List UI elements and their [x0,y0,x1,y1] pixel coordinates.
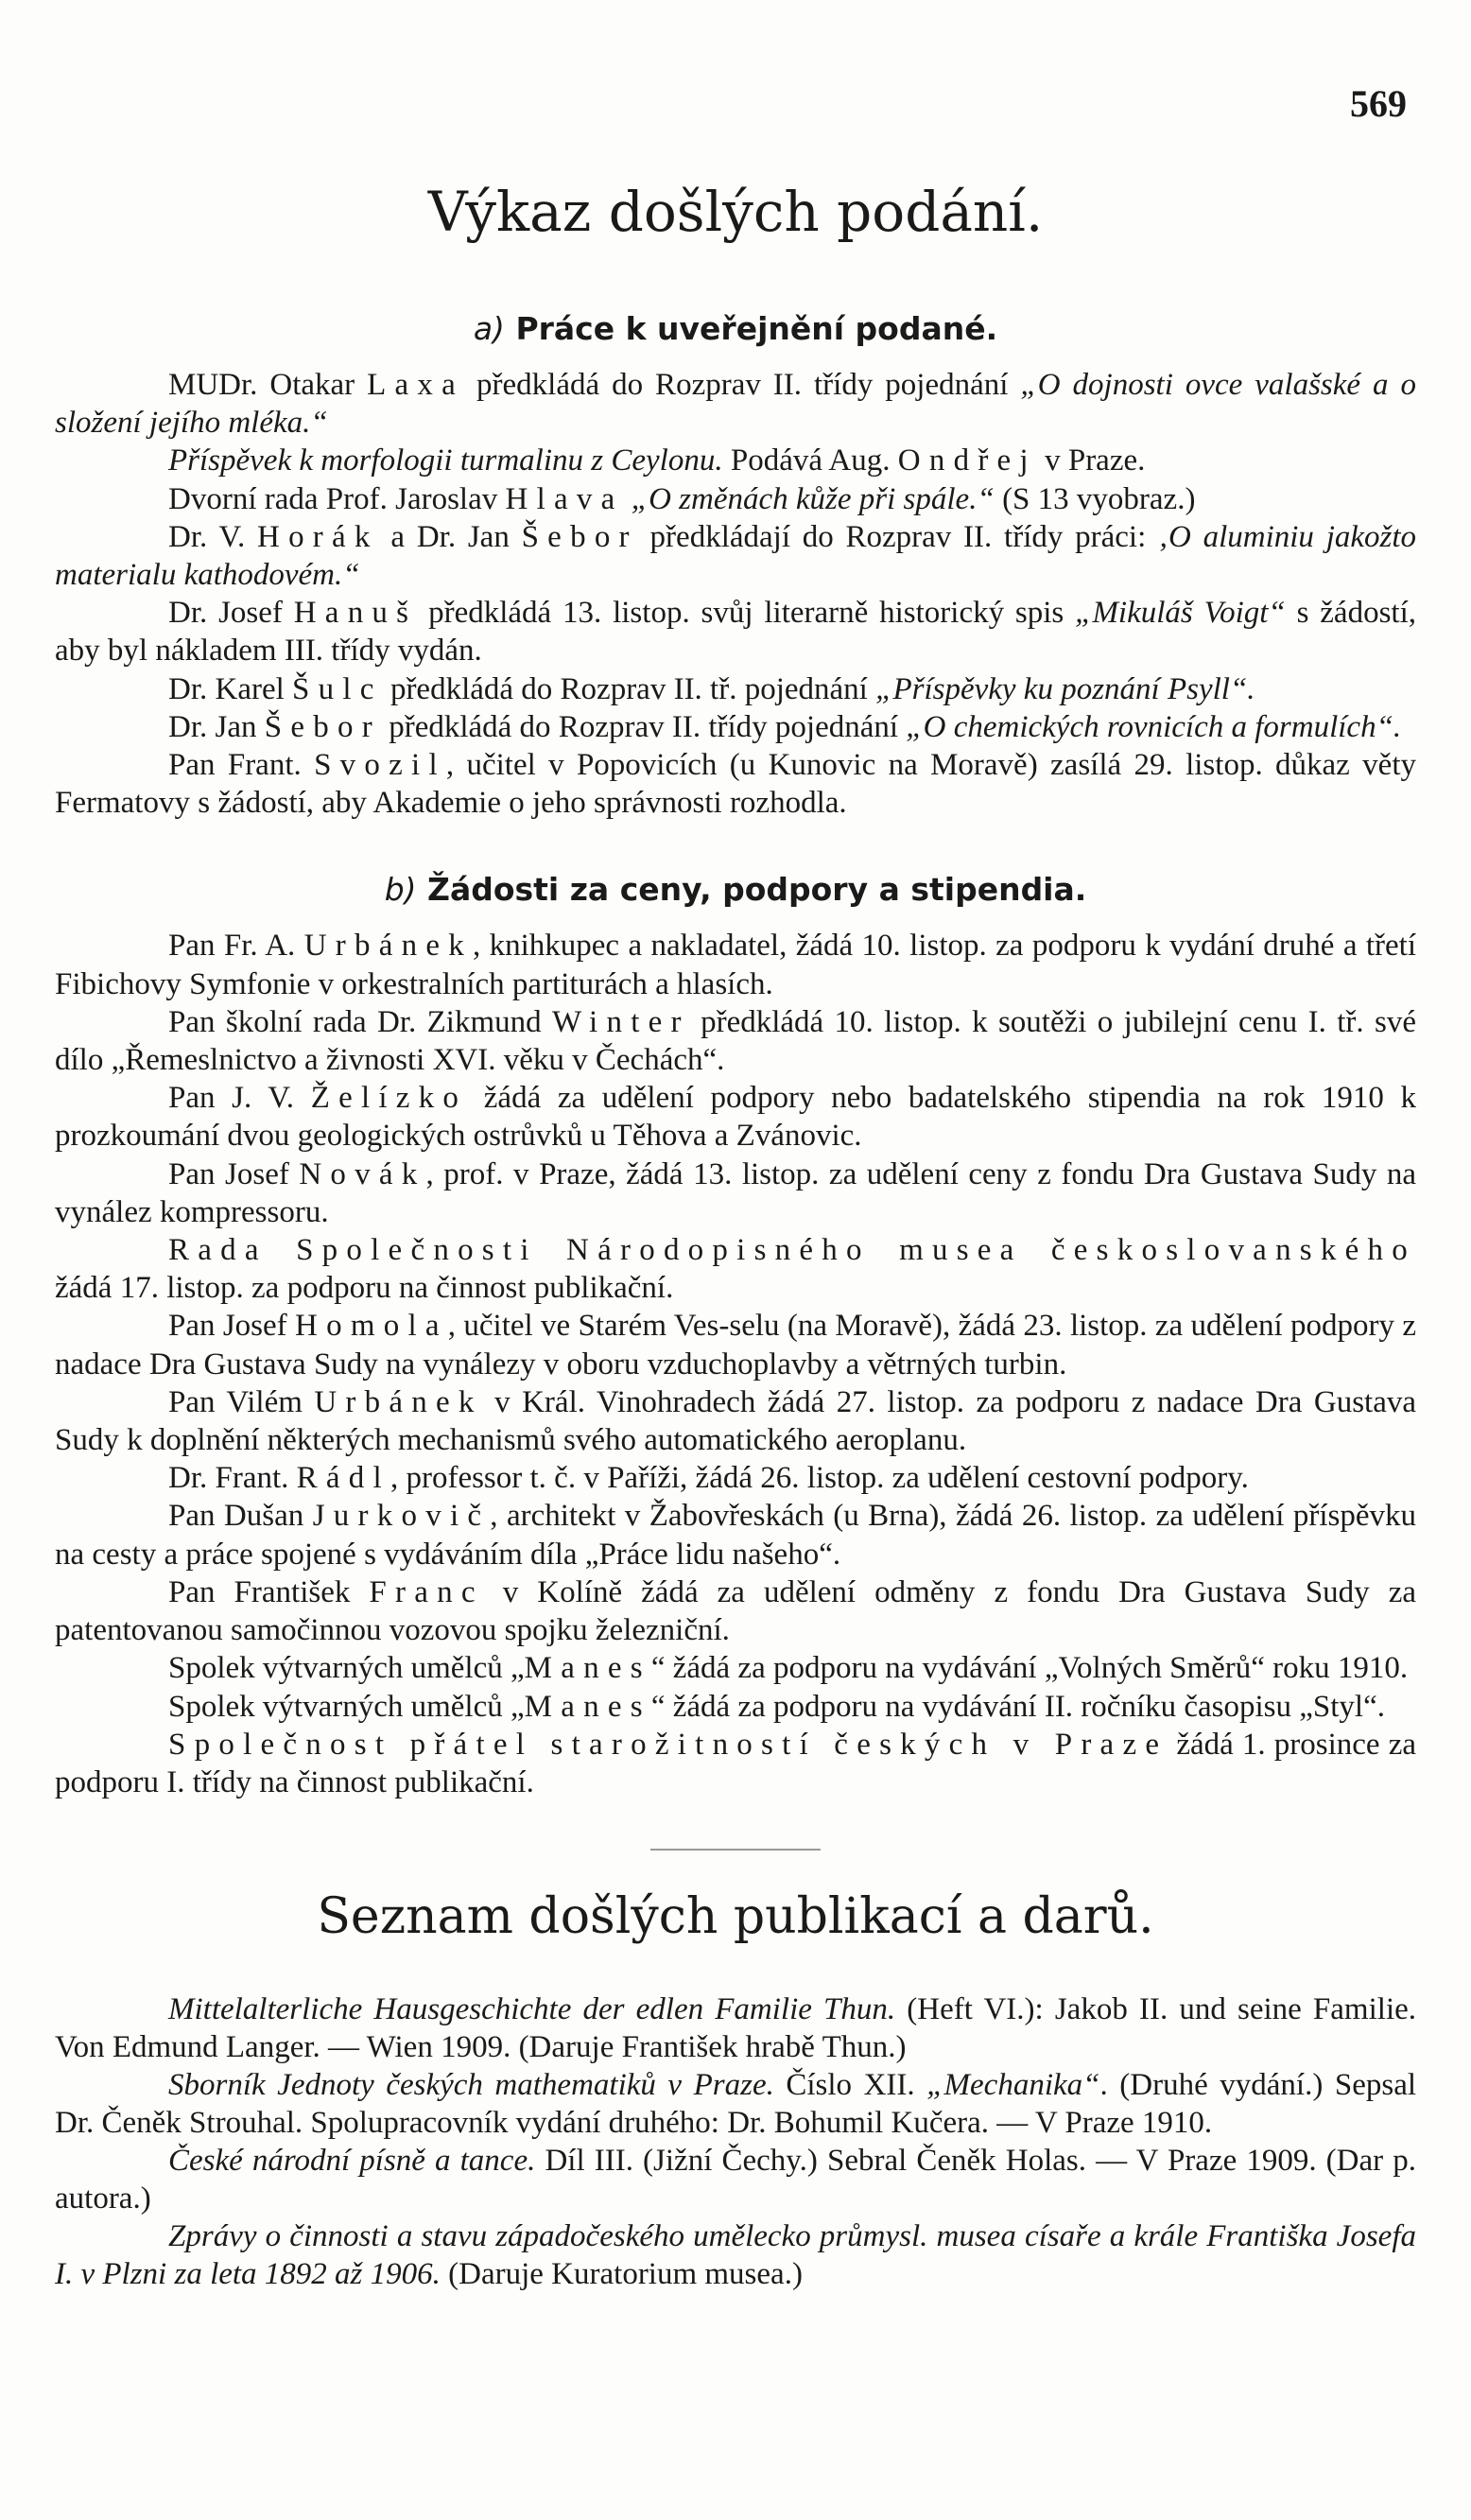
text-run: Dvorní rada Prof. Jaroslav [168,481,506,516]
text-run: , knihkupec a nakladatel, žádá 10. listop. za podporu k vydání druhé a třetí Fibichovy Symfonie v orkestralních partiturách a hlasích. [55,929,1416,1001]
text-run: Podává Aug. [722,443,898,478]
publication-item [55,2217,1416,2293]
text-run: , professor t. č. v Paříži, žádá 26. listop. za udělení cestovní podpory. [389,1461,1249,1496]
text-run: “ žádá za podporu na vydávání „Volných Směrů“ roku 1910. [650,1651,1409,1686]
text-run: . (Druhé vydání.) Sepsal Dr. Čeněk Strouhal. Spolupracovník vydání druhého: Dr. Bohumil Kučera. — V Praze 1910. [55,2068,1417,2141]
text-run: předkládá 13. listop. svůj literarně historický spis [417,596,1076,631]
text-run: , učitel v Popovicích (u Kunovic na Moravě) zasílá 29. listop. důkaz věty Fermatovy s žádostí, aby Akademie o jeho správnosti rozhodla. [55,748,1416,821]
spaced-name: Manes [524,1651,651,1686]
spaced-name: Horák [257,519,379,554]
italic-title: „Mechanika“ [926,2068,1100,2103]
entry-paragraph [55,442,1416,479]
page-title: Výkaz došlých podání. [427,180,1044,244]
text-run: předkládá do Rozprav II. třídy pojednání [464,368,1021,402]
text-run: Dr. Josef [168,596,294,631]
spaced-name: Jurkovič [312,1499,491,1534]
entry-paragraph [55,1156,1416,1231]
section-b-entries [55,927,1416,1801]
text-run: v Král. Vinohradech žádá 27. listop. za podporu z nadace Dra Gustava Sudy k doplnění některých mechanismů svého automatického aeroplanu. [55,1384,1416,1458]
entry-paragraph [55,708,1416,746]
text-run: Pan Josef [168,1156,300,1191]
publications-title: Seznam došlých publikací a darů. [317,1888,1154,1946]
spaced-name: Hlava [505,481,624,516]
italic-title: Příspěvek k morfologii turmalinu z Ceylonu. [168,443,723,478]
text-run: Díl III. (Jižní Čechy.) Sebral Čeněk Holas. — V Praze 1909. (Dar p. autora.) [55,2144,1416,2216]
text-run: Pan školní rada Dr. Zikmund [168,1004,552,1039]
italic-title: „O dojnosti ovce valašské a o složení jejího mléka.“ [55,368,1416,441]
spaced-name: Rádl [296,1461,390,1496]
text-run: předkládá do Rozprav II. tř. pojednání [382,671,876,706]
section-divider [650,1849,821,1851]
text-run: Pan Frant. [168,748,315,783]
entry-paragraph [55,1003,1416,1079]
text-run: a Dr. Jan [378,519,522,554]
section-b-heading [55,871,1416,908]
text-run: “ žádá za podporu na vydávání II. ročníku časopisu „Styl“. [650,1689,1385,1724]
spaced-name: Urbánek [303,929,473,964]
text-run: Pan Josef [168,1309,296,1344]
text-run: Pan Vilém [168,1384,315,1419]
italic-title: Sborník Jednoty českých mathematiků v Praze. [168,2068,774,2103]
spaced-name: Winter [551,1004,690,1039]
spaced-name: Svozil [314,748,446,783]
spaced-name: Hanuš [293,596,418,631]
publication-item [55,2142,1416,2217]
spaced-name: Laxa [367,368,465,402]
text-run: s žádostí, aby byl nákladem III. třídy vydán. [55,596,1416,669]
entry-paragraph [55,518,1416,594]
page-content [55,180,1416,2293]
text-run: MUDr. Otakar [168,368,368,402]
spaced-name: Franc [369,1574,484,1609]
text-run: (Daruje Kuratorium musea.) [440,2257,803,2292]
italic-title: „O chemických rovnicích a formulích“. [906,709,1402,744]
spaced-name: Želízko [310,1081,468,1116]
entry-paragraph [55,1383,1416,1459]
spaced-name: Homola [295,1309,448,1344]
italic-title: „Příspěvky ku poznání Psyll“. [875,671,1255,706]
text-run: Dr. Frant. [168,1461,297,1496]
text-run [624,482,632,516]
entry-paragraph [55,746,1416,822]
spaced-name: Šebor [264,709,381,744]
text-run: Pan Dušan [168,1499,313,1534]
section-a-entries [55,366,1416,822]
text-run: , architekt v Žabovřeskách (u Brna), žádá 26. listop. za udělení příspěvku na cesty a práce spojené s vydáváním díla „Práce lidu našeho“. [55,1499,1416,1572]
text-run: Dr. Karel [168,671,293,706]
entry-paragraph [55,1649,1416,1687]
spaced-name: Šebor [521,519,638,554]
text-run: v Kolíně žádá za udělení odměny z fondu Dra Gustava Sudy za patentovanou samočinnou vozovou spojku železniční. [55,1574,1416,1648]
entry-paragraph [55,1573,1416,1649]
text-run: , prof. v Praze, žádá 13. listop. za udělení ceny z fondu Dra Gustava Sudy na vynález kompressoru. [55,1156,1416,1229]
text-run: (Heft VI.): Jakob II. und seine Familie. Von Edmund Langer. — Wien 1909. (Daruje František hrabě Thun.) [55,1992,1417,2065]
spaced-name: Manes [524,1689,651,1724]
text-run: v Praze. [1036,443,1146,478]
entry-paragraph [55,1459,1416,1497]
italic-title: „Mikuláš Voigt“ [1075,596,1286,631]
publication-item [55,2066,1416,2142]
section-b-marker: b) [384,871,417,909]
text-run: , učitel ve Starém Ves-selu (na Moravě), žádá 23. listop. za udělení podpory z nadace Dra Gustava Sudy na vynálezy v oboru vzduchoplavby a větrných turbin. [55,1309,1416,1382]
italic-title: „O změnách kůže při spále.“ [631,481,995,516]
entry-paragraph [55,1726,1416,1801]
italic-title: ‚O aluminiu jakožto materialu kathodovém.“ [55,519,1417,593]
spaced-name: Novák [299,1156,426,1191]
text-run: (S 13 vyobraz.) [994,481,1196,516]
text-run: Spolek výtvarných umělců „ [168,1651,525,1686]
text-run: Pan Fr. A. [168,929,304,964]
entry-paragraph [55,1231,1416,1307]
spaced-name: Ondřej [897,443,1037,478]
text-run: předkládají do Rozprav II. třídy práci: [637,519,1159,554]
entry-paragraph [55,480,1416,518]
entry-paragraph [55,1079,1416,1155]
text-run: žádá za udělení podpory nebo badatelského stipendia na rok 1910 k prozkoumání dvou geologických ostrůvků u Těhova a Zvánovic. [55,1081,1417,1154]
entry-paragraph [55,1688,1416,1726]
section-a-title: Práce k uveřejnění podané. [515,310,998,347]
entry-paragraph [55,366,1416,442]
section-a-marker: a) [473,310,505,347]
text-run: žádá 17. listop. za podporu na činnost publikační. [55,1271,674,1306]
text-run: předkládá do Rozprav II. třídy pojednání [380,709,907,744]
entry-paragraph [55,927,1416,1002]
italic-title: České národní písně a tance. [168,2144,536,2179]
text-run: předkládá 10. listop. k soutěži o jubilejní cenu I. tř. své dílo „Řemeslnictvo a živnosti XVI. věku v Čechách“. [55,1004,1416,1078]
text-run: Dr. Jan [168,709,265,744]
section-a-heading [55,310,1416,347]
entry-paragraph [55,670,1416,708]
text-run: Číslo XII. [773,2068,927,2103]
entry-paragraph [55,594,1416,669]
text-run: Spolek výtvarných umělců „ [168,1689,525,1724]
italic-title: Mittelalterliche Hausgeschichte der edlen Familie Thun. [168,1992,896,2027]
spaced-name: Urbánek [314,1384,483,1419]
text-run: Pan František [168,1574,370,1609]
spaced-name: Rada Společnosti Národopisného musea českoslovanského [168,1233,1416,1268]
publications-list [55,1990,1416,2293]
spaced-name: Šulc [292,671,383,706]
entry-paragraph [55,1497,1416,1573]
entry-paragraph [55,1307,1416,1382]
page-number: 569 [1350,82,1407,125]
italic-title: Zprávy o činnosti a stavu západočeského umělecko průmysl. musea císaře a krále Františka Josefa I. v Plzni za leta 1892 až 1906. [55,2219,1416,2292]
spaced-name: Společnost přátel starožitností českých v Praze [168,1727,1168,1762]
text-run: žádá 1. prosince za podporu I. třídy na činnost publikační. [55,1727,1416,1799]
publication-item [55,1990,1416,2066]
text-run: Pan J. V. [168,1081,311,1116]
text-run: Dr. V. [168,519,257,554]
section-b-title: Žádosti za ceny, podpory a stipendia. [427,871,1087,909]
